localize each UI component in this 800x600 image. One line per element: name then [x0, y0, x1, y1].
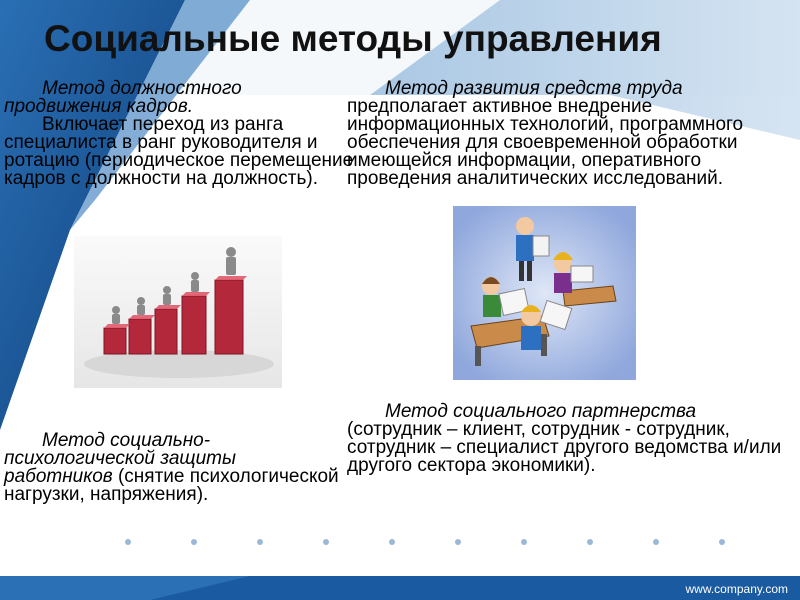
- method-block-career-promotion: [4, 80, 364, 188]
- method-lead: Метод социально-психологической защиты работников: [4, 430, 236, 487]
- method-block-social-partnership: [347, 403, 797, 475]
- method-lead: Метод должностного продвижения кадров.: [4, 78, 242, 117]
- career-stairs-illustration: [74, 236, 282, 388]
- slide-title: Социальные методы управления: [44, 18, 662, 59]
- method-block-psych-protection: [4, 432, 344, 504]
- method-block-work-tools: [347, 80, 797, 188]
- method-description: (снятие психологической нагрузки, напряжения).: [4, 466, 339, 505]
- decorative-dots: [110, 536, 750, 548]
- method-lead: Метод социального партнерства: [385, 401, 697, 422]
- method-description: (сотрудник – клиент, сотрудник - сотрудник, сотрудник – специалист другого ведомства и/или другого сектора экономики).: [347, 419, 782, 476]
- method-description: предполагает активное внедрение информационных технологий, программного обеспечения для своевременной обработки имеющейся информации, оперативного проведения аналитических исследований.: [347, 96, 744, 189]
- office-workers-illustration: [453, 206, 636, 380]
- method-description: Включает переход из ранга специалиста в ранг руководителя и ротацию (периодическое перемещение кадров с должности на должность).: [4, 114, 354, 189]
- footer-url[interactable]: www.company.com: [685, 582, 788, 596]
- method-lead: Метод развития средств труда: [385, 78, 683, 99]
